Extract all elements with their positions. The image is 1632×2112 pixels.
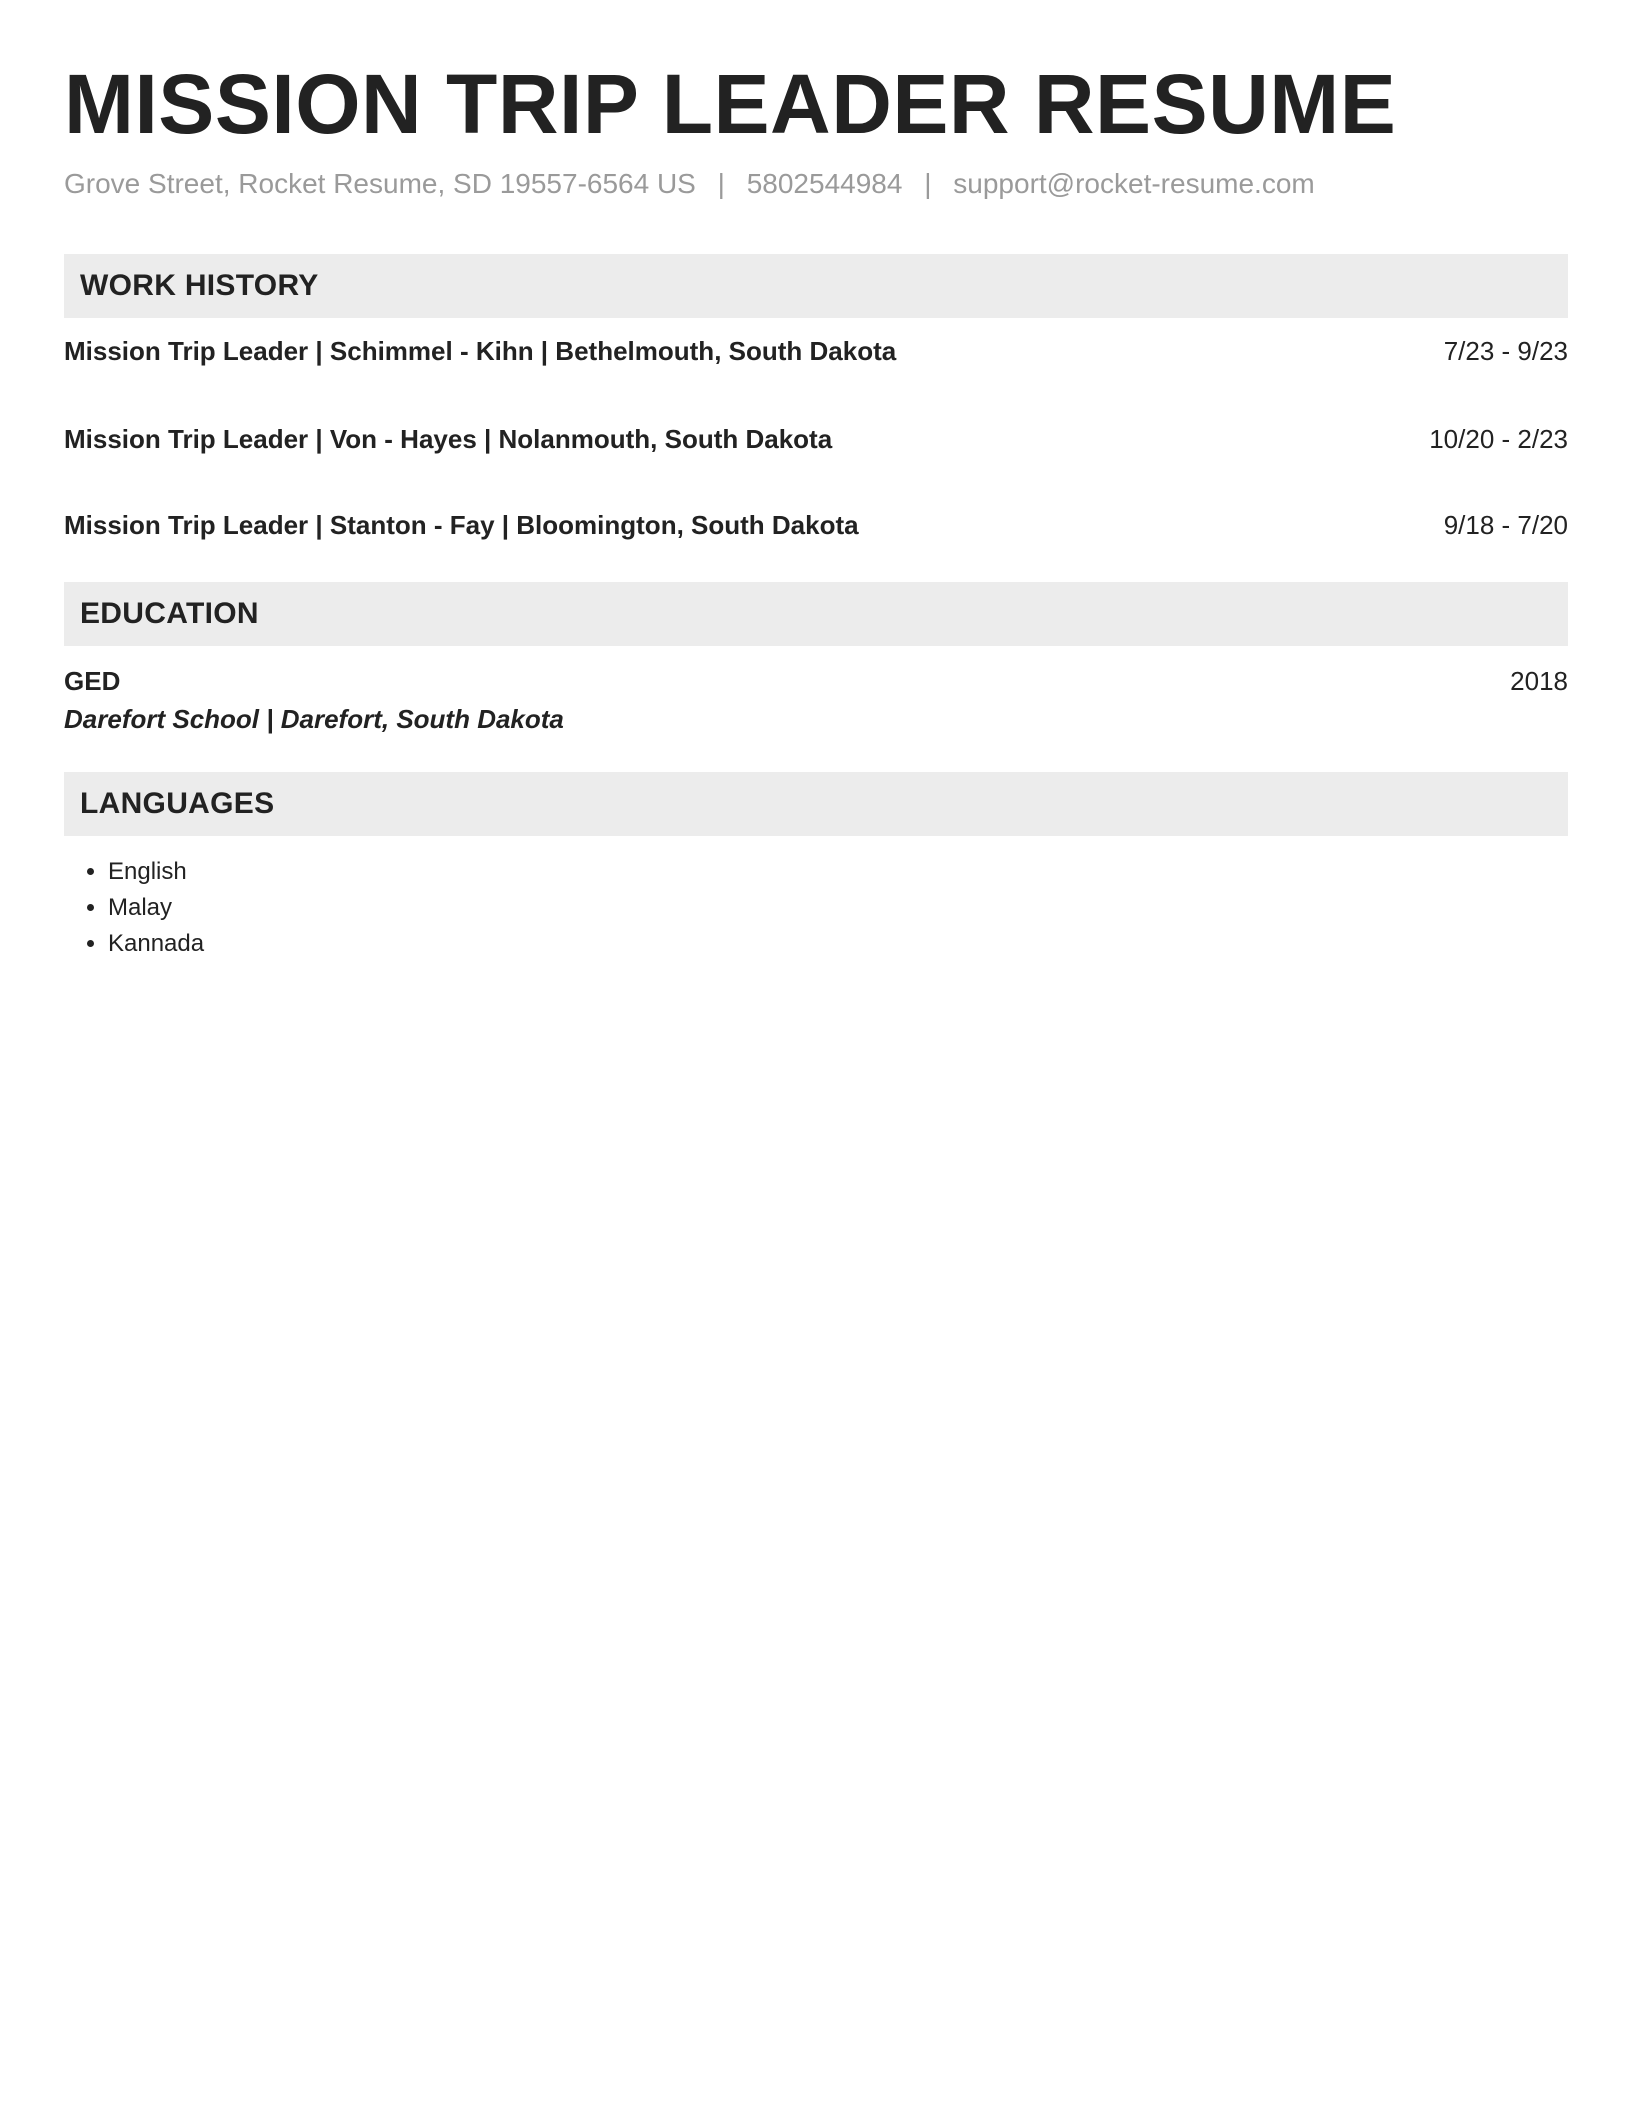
contact-line: [64, 166, 1568, 202]
contact-email: support@rocket-resume.com: [953, 168, 1315, 199]
job-entry: [64, 334, 1568, 368]
page-title: MISSION TRIP LEADER RESUME: [64, 57, 1397, 151]
education-entry: [64, 664, 1568, 698]
languages-list: [64, 854, 1568, 962]
job-entry: [64, 422, 1568, 456]
contact-phone: 5802544984: [746, 168, 903, 199]
contact-separator: |: [924, 168, 932, 199]
list-item: • English: [108, 854, 1568, 890]
job-dates: 10/20 - 2/23: [1429, 424, 1568, 454]
list-item: • Kannada: [108, 926, 1568, 962]
education-school: Darefort School | Darefort, South Dakota: [64, 704, 564, 734]
section-header-languages: LANGUAGES: [64, 772, 1568, 836]
list-item: • Malay: [108, 890, 1568, 926]
contact-separator: |: [717, 168, 725, 199]
job-dates: 9/18 - 7/20: [1443, 510, 1568, 540]
job-title: Mission Trip Leader | Schimmel - Kihn | Bethelmouth, South Dakota: [64, 336, 897, 366]
job-dates: 7/23 - 9/23: [1443, 336, 1568, 366]
contact-address: Grove Street, Rocket Resume, SD 19557-6564 US: [64, 168, 696, 199]
job-title: Mission Trip Leader | Stanton - Fay | Bloomington, South Dakota: [64, 510, 859, 540]
job-entry: [64, 508, 1568, 542]
job-title: Mission Trip Leader | Von - Hayes | Nolanmouth, South Dakota: [64, 424, 833, 454]
section-header-education: EDUCATION: [64, 582, 1568, 646]
education-year: 2018: [1510, 666, 1568, 696]
section-header-work-history: WORK HISTORY: [64, 254, 1568, 318]
education-degree: GED: [64, 666, 121, 696]
